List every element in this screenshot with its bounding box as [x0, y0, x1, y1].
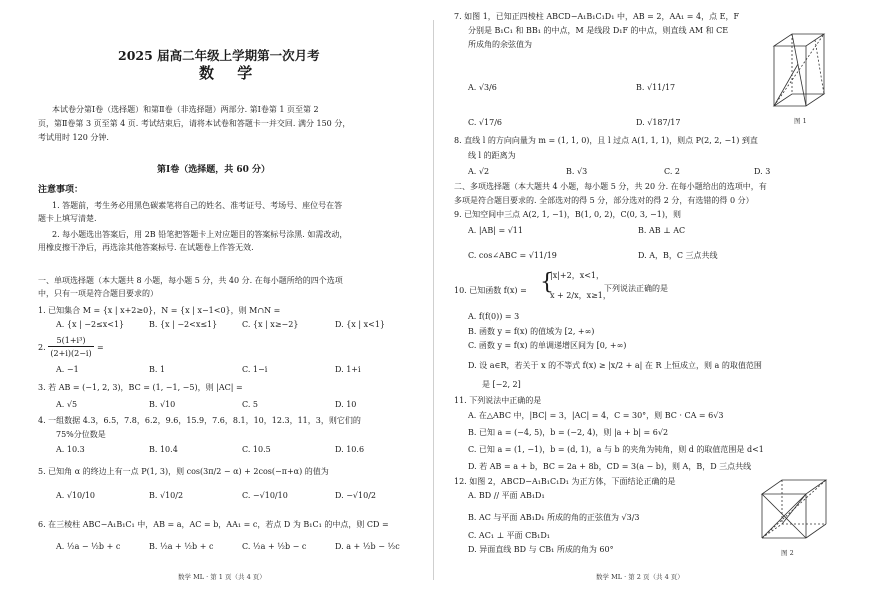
option: D. 若 AB = a + b，BC = 2a + 8b，CD = 3(a − b)，则 A，B，D 三点共线	[468, 462, 752, 471]
option: B. √11/17	[636, 83, 676, 92]
option: A. |AB| = √11	[468, 226, 523, 235]
question-6: 6. 在三棱柱 ABC−A₁B₁C₁ 中，AB = a，AC = b，AA₁ = c，若点 D 为 B₁C₁ 的中点，则 CD =	[38, 520, 389, 529]
option-cont: 是 [−2, 2]	[482, 380, 521, 389]
question-10: 10. 已知函数 f(x) =	[454, 286, 527, 295]
exam-title: 2025 届高二年级上学期第一次月考	[118, 48, 320, 63]
q2-fraction-bar	[48, 346, 94, 347]
part1-heading: 第Ⅰ卷（选择题，共 60 分）	[157, 165, 271, 175]
note-line: 题卡上填写清楚.	[38, 214, 97, 223]
intro-line: 考试用时 120 分钟.	[38, 133, 109, 142]
option: C. 已知 a = (1, −1)，b = (d, 1)，a 与 b 的夹角为钝角，则 d 的取值范围是 d<1	[468, 445, 764, 454]
option: B. 10.4	[149, 445, 178, 454]
option: D. {x | x<1}	[335, 320, 385, 329]
option: D. 10	[335, 400, 357, 409]
note-line: 用橡皮擦干净后，再选涂其他答案标号. 在试题卷上作答无效.	[38, 243, 254, 252]
option: C. {x | x≥−2}	[242, 320, 299, 329]
option: C. cos∠ABC = √11/19	[468, 251, 557, 260]
page-divider	[433, 20, 434, 580]
intro-line: 页，第Ⅱ卷第 3 页至第 4 页. 考试结束后，请将本试卷和答题卡一并交回. 满分 150 分，	[38, 119, 351, 128]
option: D. A，B，C 三点共线	[638, 251, 718, 260]
option: B. 函数 y = f(x) 的值域为 [2, +∞)	[468, 327, 595, 336]
option: D. 1+i	[335, 365, 361, 374]
figure-2-cube	[756, 474, 836, 548]
option: C. 函数 y = f(x) 的单调递增区间为 [0, +∞)	[468, 341, 627, 350]
figure-1-caption: 图 1	[794, 117, 807, 125]
option: A. −1	[56, 365, 79, 374]
question-1: 1. 已知集合 M = {x | x+2≥0}，N = {x | x−1<0}，则 M∩N =	[38, 306, 281, 315]
section2-heading: 多项是符合题目要求的. 全部选对的得 5 分，部分选对的得 2 分，有选错的得 0 分）	[454, 196, 754, 205]
note-line: 2. 每小题选出答案后，用 2B 铅笔把答题卡上对应题目的答案标号涂黑. 如需改动，	[52, 230, 348, 239]
option: A. BD // 平面 AB₁D₁	[468, 491, 545, 500]
q2-numerator: 5(1+i³)	[56, 336, 86, 345]
option: B. √10	[149, 400, 176, 409]
question-9: 9. 已知空间中三点 A(2, 1, −1)，B(1, 0, 2)，C(0, 3, −1)，则	[454, 210, 681, 219]
option: C. 2	[664, 167, 681, 176]
q2-denominator: (2+i)(2−i)	[50, 349, 92, 358]
q10-brace: {	[540, 270, 554, 295]
option: B. √10/2	[149, 491, 184, 500]
page-footer: 数学 ML · 第 1 页（共 4 页）	[178, 573, 266, 581]
option: D. √187/17	[636, 118, 681, 127]
option: B. √3	[566, 167, 588, 176]
section1-heading: 一、单项选择题（本大题共 8 小题，每小题 5 分，共 40 分. 在每小题所给的四个选项	[38, 276, 343, 285]
option: A. √10/10	[56, 491, 96, 500]
notes-heading: 注意事项：	[38, 185, 84, 195]
option: C. 5	[242, 400, 259, 409]
q10-suffix: 下列说法正确的是	[604, 284, 668, 293]
exam-subject: 数 学	[199, 64, 262, 82]
option: C. 10.5	[242, 445, 271, 454]
question-11: 11. 下列说法中正确的是	[454, 396, 542, 405]
section2-heading: 二、多项选择题（本大题共 4 小题，每小题 5 分，共 20 分. 在每小题给出的选项中，有	[454, 182, 767, 191]
option: D. 3	[754, 167, 771, 176]
figure-1-prism	[766, 24, 836, 124]
option: A. {x | −2≤x<1}	[56, 320, 125, 329]
question-4-cont: 75%分位数是	[56, 430, 106, 439]
option: B. {x | −2<x≤1}	[149, 320, 218, 329]
question-4: 4. 一组数据 4.3，6.5，7.8，6.2，9.6，15.9，7.6，8.1，10，12.3，11，3，则它们的	[38, 416, 361, 425]
q10-case-2: x + 2/x，x≥1，	[550, 291, 611, 300]
option: A. 10.3	[56, 445, 85, 454]
option: C. √17/6	[468, 118, 502, 127]
question-2-number: 2.	[38, 343, 46, 352]
question-8: 8. 直线 l 的方向向量为 m = (1, 1, 0)，且 l 过点 A(1, 1, 1)，则点 P(2, 2, −1) 到直	[454, 136, 758, 145]
option: A. √2	[468, 167, 490, 176]
left-page	[0, 0, 432, 599]
option: A. √3/6	[468, 83, 497, 92]
intro-line: 本试卷分第Ⅰ卷（选择题）和第Ⅱ卷（非选择题）两部分. 第Ⅰ卷第 1 页至第 2	[52, 105, 319, 114]
section1-heading: 中，只有一项是符合题目要求的）	[38, 289, 158, 298]
question-3: 3. 若 AB = (−1, 2, 3)，BC = (1, −1, −5)，则 |AC| =	[38, 383, 243, 392]
option: B. ½a + ½b + c	[149, 542, 214, 551]
option: C. 1−i	[242, 365, 268, 374]
note-line: 1. 答题前，考生务必用黑色碳素笔将自己的姓名、准考证号、考场号、座位号在答	[52, 201, 343, 210]
option: B. AB ⊥ AC	[638, 226, 686, 235]
option: C. ½a + ½b − c	[242, 542, 307, 551]
option: D. −√10/2	[335, 491, 376, 500]
option: D. 10.6	[335, 445, 365, 454]
right-page	[436, 0, 870, 599]
question-7-cont: 所成角的余弦值为	[468, 40, 532, 49]
option: D. 设 a∈R，若关于 x 的不等式 f(x) ≥ |x/2 + a| 在 R 上恒成立，则 a 的取值范围	[468, 361, 762, 370]
option: A. f(f(0)) = 3	[468, 312, 520, 321]
option: D. a + ½b − ½c	[335, 542, 400, 551]
question-7-cont: 分别是 B₁C₁ 和 BB₁ 的中点，M 是线段 D₁F 的中点，则直线 AM 和 CE	[468, 26, 729, 35]
option: A. √5	[56, 400, 78, 409]
option: D. 异面直线 BD 与 CB₁ 所成的角为 60°	[468, 545, 614, 554]
option: B. 1	[149, 365, 166, 374]
figure-2-caption: 图 2	[781, 549, 794, 557]
page-footer: 数学 ML · 第 2 页（共 4 页）	[596, 573, 684, 581]
question-8-cont: 线 l 的距离为	[468, 151, 516, 160]
option: A. 在△ABC 中，|BC| = 3，|AC| = 4，C = 30°，则 BC · CA = 6√3	[468, 411, 724, 420]
option: C. −√10/10	[242, 491, 288, 500]
option: A. ½a − ½b + c	[56, 542, 121, 551]
option: B. AC 与平面 AB₁D₁ 所成的角的正弦值为 √3/3	[468, 513, 640, 522]
option: C. AC₁ ⊥ 平面 CB₁D₁	[468, 531, 551, 540]
question-5: 5. 已知角 α 的终边上有一点 P(1, 3)，则 cos(3π/2 − α) + 2cos(−π+α) 的值为	[38, 467, 329, 476]
question-12: 12. 如图 2，ABCD−A₁B₁C₁D₁ 为正方体，下面结论正确的是	[454, 477, 676, 486]
option: B. 已知 a = (−4, 5)，b = (−2, 4)，则 |a + b| = 6√2	[468, 428, 669, 437]
question-7: 7. 如图 1，已知正四棱柱 ABCD−A₁B₁C₁D₁ 中，AB = 2，AA₁ = 4，点 E，F	[454, 12, 740, 21]
q10-case-1: |x|+2，x<1，	[550, 271, 604, 280]
q2-equals: =	[97, 343, 104, 352]
